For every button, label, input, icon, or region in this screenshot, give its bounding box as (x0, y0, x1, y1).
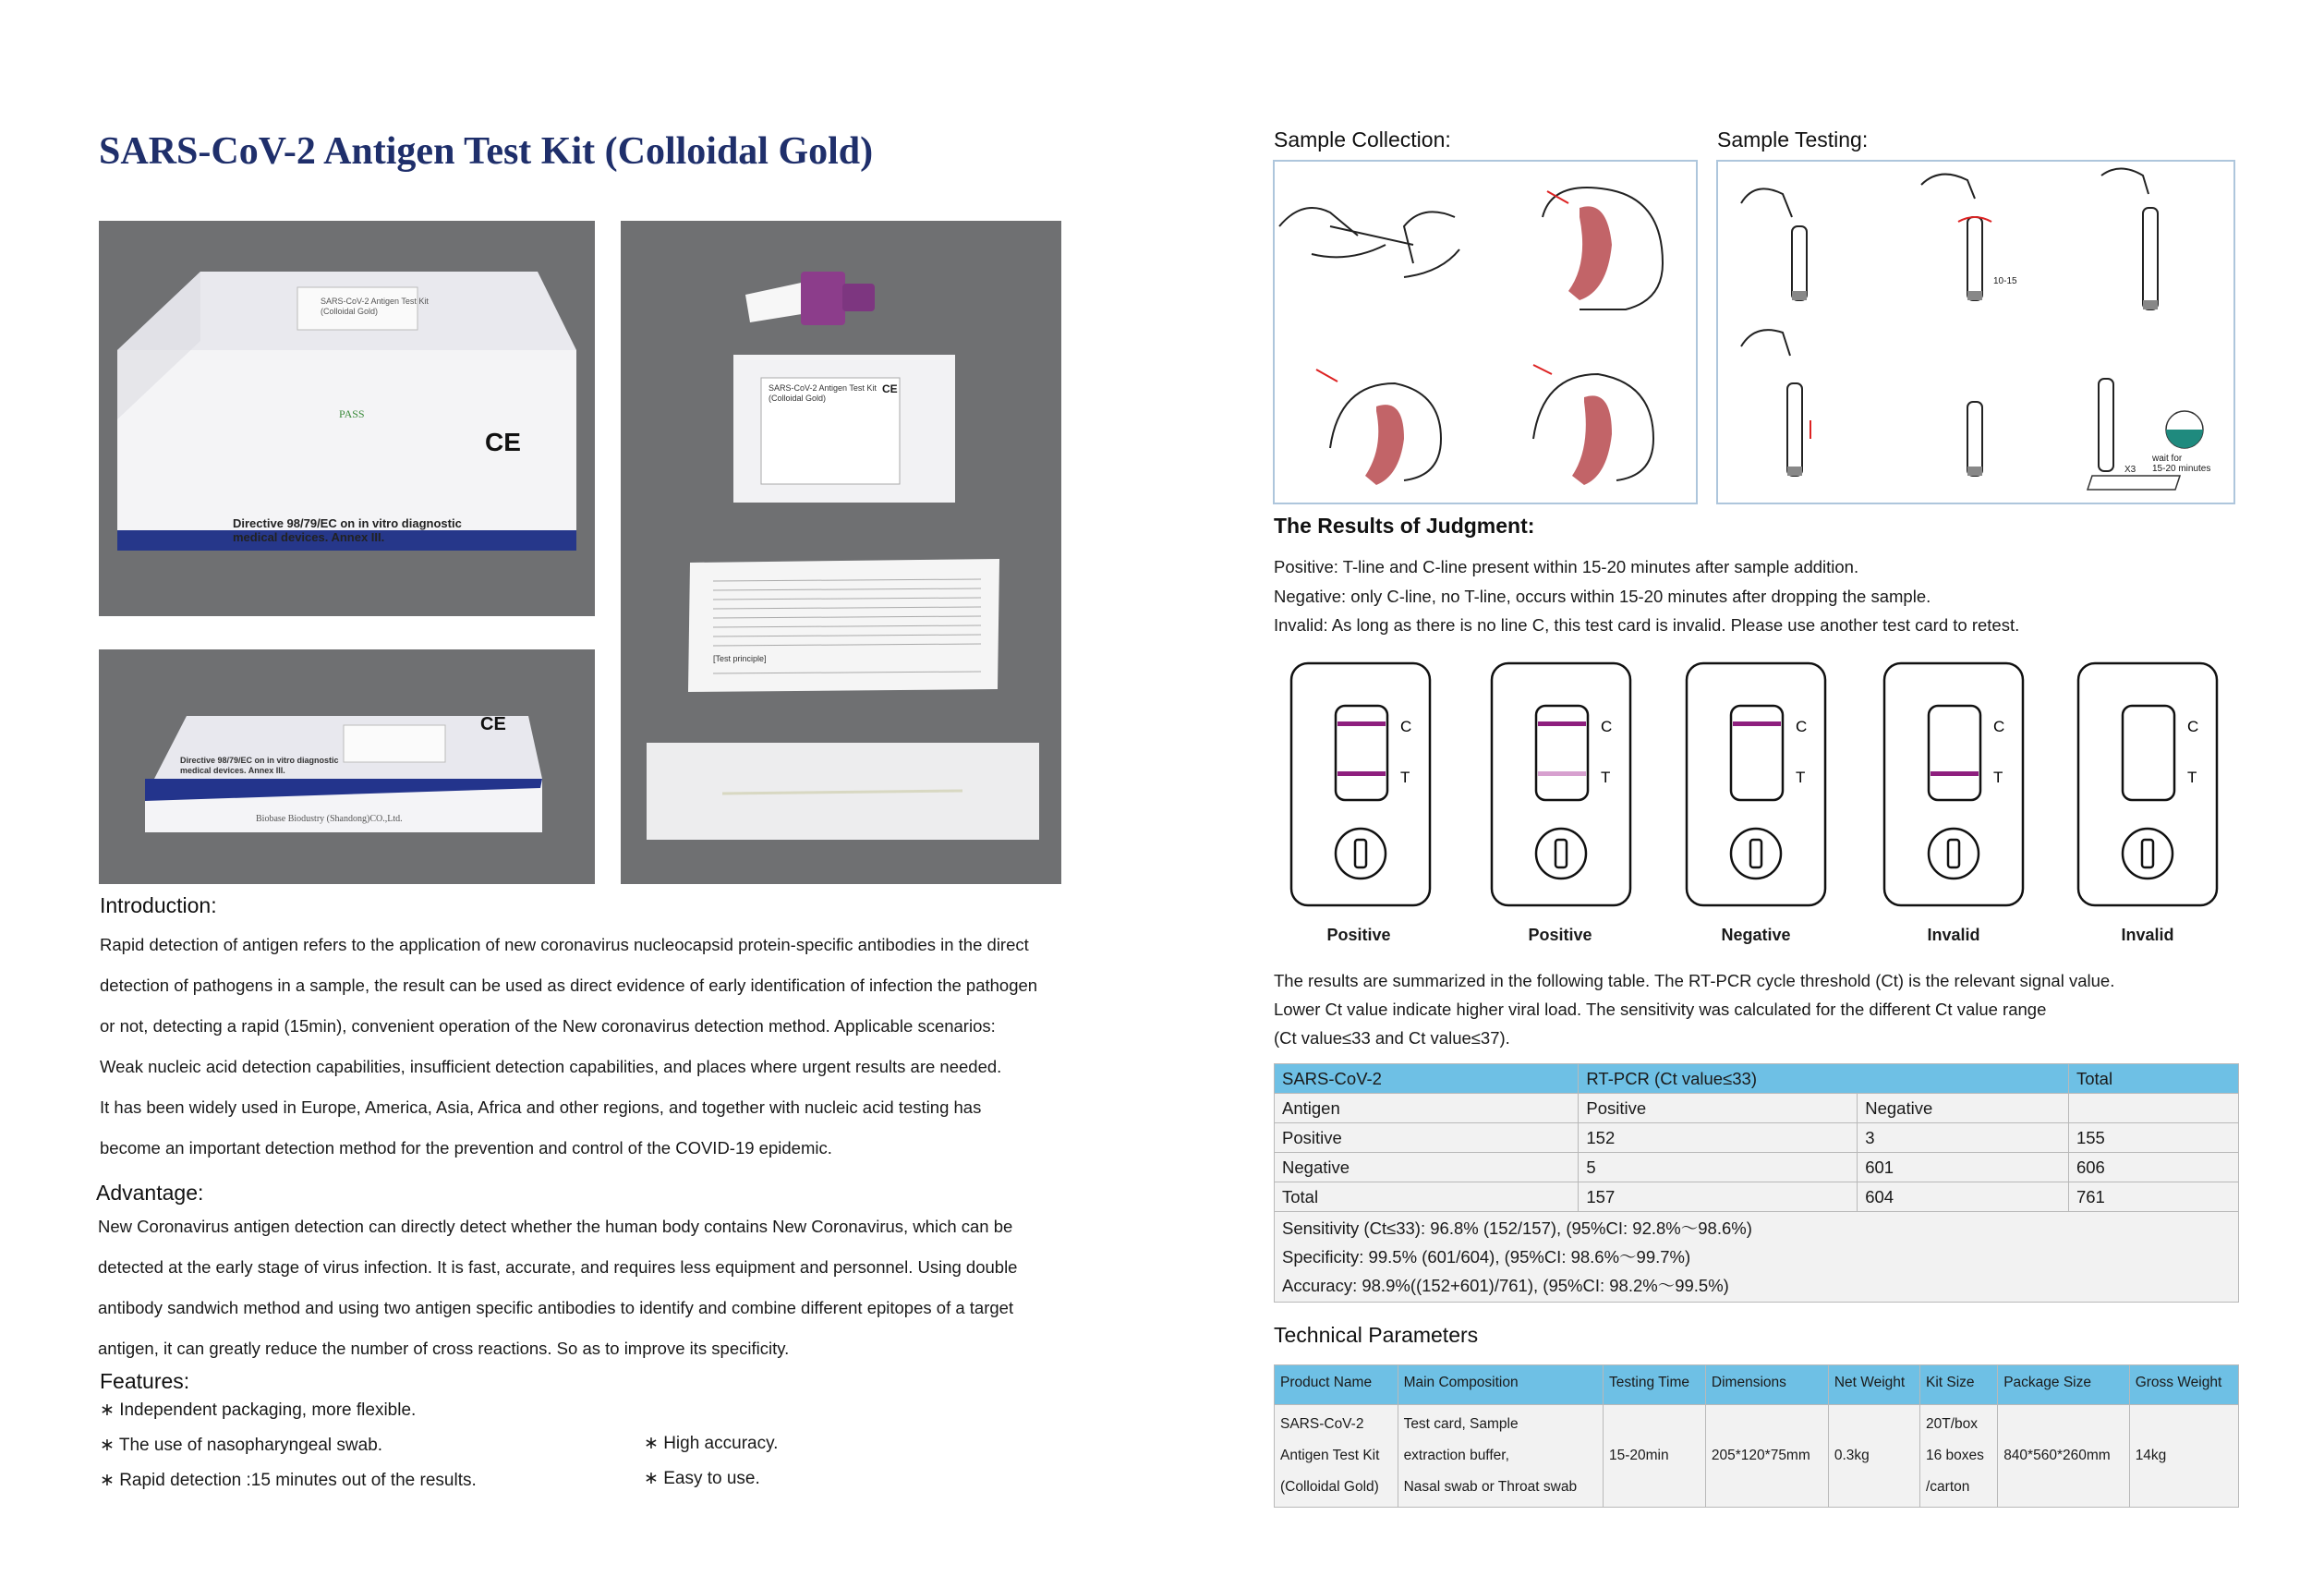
tech-cell-gross: 14kg (2129, 1405, 2238, 1508)
table-cell: Positive (1275, 1123, 1579, 1153)
sample-collection-panel (1273, 160, 1698, 504)
technical-row (1275, 1405, 2239, 1508)
tech-cell-kit (1919, 1405, 1997, 1508)
judgment-line: Negative: only C-line, no T-line, occurs within 15-20 minutes after dropping the sample. (1274, 587, 1931, 606)
advantage-line: New Coronavirus antigen detection can directly detect whether the human body contains New Coronavirus, which can be (98, 1217, 1013, 1236)
card-caption: Negative (1721, 926, 1791, 944)
table-cell: 152 (1579, 1123, 1858, 1153)
feature-item: ∗ The use of nasopharyngeal swab. (100, 1436, 383, 1455)
features-heading: Features: (100, 1369, 190, 1393)
table-row (1275, 1182, 2239, 1212)
sample-testing-panel (1716, 160, 2235, 504)
table-cell: 606 (2068, 1153, 2238, 1182)
introduction-line: Weak nucleic acid detection capabilities, insufficient detection capabilities, and places where urgent results are needed. (100, 1057, 1002, 1076)
test-cards-svg (1289, 661, 2222, 939)
sample-well-slot (1355, 840, 1366, 867)
t-line (1538, 771, 1586, 776)
table-cell: 601 (1858, 1153, 2069, 1182)
introduction-line: detection of pathogens in a sample, the result can be used as direct evidence of early identification of infection the pathogen (100, 976, 1038, 995)
summary-line: (Ct value≤33 and Ct value≤37). (1274, 1028, 1510, 1048)
summary-line: Lower Ct value indicate higher viral load. The sensitivity was calculated for the different Ct value range (1274, 1000, 2047, 1019)
card-caption: Invalid (1927, 926, 1980, 944)
results-table (1274, 1063, 2239, 1303)
product-photo-small-box (99, 649, 595, 884)
tech-line: 16 boxes (1925, 1448, 1984, 1463)
small-directive-text: Directive 98/79/EC on in vitro diagnostic (180, 756, 339, 765)
table-row (1275, 1094, 2239, 1123)
box-label-line-1: SARS-CoV-2 Antigen Test Kit (321, 297, 429, 306)
card-caption: Positive (1528, 926, 1592, 944)
pass-label: PASS (339, 407, 365, 420)
feature-item: ∗ Independent packaging, more flexible. (100, 1400, 417, 1420)
result-window (1929, 706, 1980, 800)
tech-cell-dimensions: 205*120*75mm (1705, 1405, 1828, 1508)
t-line (1931, 771, 1979, 776)
sample-well-slot (1948, 840, 1959, 867)
sample-testing-heading: Sample Testing: (1717, 127, 1869, 152)
tech-line: 20T/box (1925, 1416, 1978, 1432)
t-label: T (1601, 769, 1611, 786)
t-label: T (1400, 769, 1410, 786)
t-line (1338, 771, 1386, 776)
table-cell (2068, 1094, 2238, 1123)
tech-header-cell: Net Weight (1828, 1365, 1919, 1405)
judgment-line: Positive: T-line and C-line present within 15-20 minutes after sample addition. (1274, 557, 1859, 576)
tech-cell-weight: 0.3kg (1828, 1405, 1919, 1508)
c-line (1338, 721, 1386, 726)
table-cell: 604 (1858, 1182, 2069, 1212)
advantage-line: detected at the early stage of virus infection. It is fast, accurate, and requires less equipment and personnel. Using double (98, 1257, 1018, 1277)
pouch-label-2: (Colloidal Gold) (769, 394, 827, 403)
tech-cell-package: 840*560*260mm (1998, 1405, 2130, 1508)
tech-line: SARS-CoV-2 (1280, 1416, 1364, 1432)
table-cell: 157 (1579, 1182, 1858, 1212)
introduction-line: or not, detecting a rapid (15min), convenient operation of the New coronavirus detection method. Applicable scenarios: (100, 1016, 996, 1036)
advantage-line: antigen, it can greatly reduce the number of cross reactions. So as to improve its specificity. (98, 1339, 790, 1358)
small-ce-mark: CE (480, 714, 506, 734)
table-cell: 155 (2068, 1123, 2238, 1153)
table-stats-row (1275, 1212, 2239, 1303)
sample-testing-illustration (1718, 162, 2233, 503)
c-label: C (1400, 718, 1412, 735)
tech-header-cell: Product Name (1275, 1365, 1398, 1405)
technical-heading: Technical Parameters (1274, 1323, 1479, 1347)
leaflet-heading: [Test principle] (713, 654, 767, 663)
small-box-illustration (99, 649, 595, 884)
tech-line: Test card, Sample (1403, 1416, 1519, 1432)
tech-header-cell: Main Composition (1398, 1365, 1603, 1405)
judgment-line: Invalid: As long as there is no line C, this test card is invalid. Please use another test card to retest. (1274, 615, 2020, 635)
tech-header-cell: Kit Size (1919, 1365, 1997, 1405)
t-label: T (1993, 769, 2003, 786)
sample-collection-heading: Sample Collection: (1274, 127, 1451, 152)
c-label: C (1993, 718, 2005, 735)
c-label: C (2187, 718, 2199, 735)
feature-item: ∗ Rapid detection :15 minutes out of the results. (100, 1471, 477, 1490)
table-header-cell: RT-PCR (Ct value≤33) (1579, 1064, 2069, 1094)
c-line (1538, 721, 1586, 726)
introduction-heading: Introduction: (100, 893, 217, 917)
tech-line: (Colloidal Gold) (1280, 1479, 1379, 1495)
introduction-line: It has been widely used in Europe, America, Asia, Africa and other regions, and together with nucleic acid testing has (100, 1097, 982, 1117)
wait-label-2: 15-20 minutes (2152, 464, 2211, 474)
components-illustration (621, 221, 1061, 884)
c-line (1733, 721, 1781, 726)
t-label: T (1796, 769, 1806, 786)
drops-label: X3 (2124, 465, 2136, 475)
sample-collection-illustration (1275, 162, 1696, 503)
product-photo-components (621, 221, 1061, 884)
introduction-body (100, 925, 1097, 1169)
sample-well-slot (1555, 840, 1567, 867)
maker-text: Biobase Biodustry (Shandong)CO.,Ltd. (256, 814, 403, 824)
advantage-heading: Advantage: (96, 1181, 204, 1205)
table-cell: Negative (1275, 1153, 1579, 1182)
tech-cell-product (1275, 1405, 1398, 1508)
tech-header-cell: Package Size (1998, 1365, 2130, 1405)
table-row (1275, 1123, 2239, 1153)
c-label: C (1601, 718, 1613, 735)
table-cell: Negative (1858, 1094, 2069, 1123)
result-window (1336, 706, 1387, 800)
product-photo-box (99, 221, 595, 616)
introduction-line: Rapid detection of antigen refers to the application of new coronavirus nucleocapsid protein-specific antibodies in the direct (100, 935, 1029, 954)
results-table-header (1275, 1064, 2239, 1094)
small-directive-text-2: medical devices. Annex III. (180, 766, 285, 775)
rotations-label: 10-15 (1993, 276, 2017, 286)
table-cell: Positive (1579, 1094, 1858, 1123)
tech-header-cell: Testing Time (1603, 1365, 1705, 1405)
table-cell: 3 (1858, 1123, 2069, 1153)
technical-header-row (1275, 1365, 2239, 1405)
sample-well-slot (1750, 840, 1761, 867)
table-header-cell: Total (2068, 1064, 2238, 1094)
directive-text-2: medical devices. Annex III. (233, 530, 385, 544)
table-header-cell: SARS-CoV-2 (1275, 1064, 1579, 1094)
tech-header-cell: Dimensions (1705, 1365, 1828, 1405)
sample-well-slot (2142, 840, 2153, 867)
advantage-body (98, 1206, 1095, 1369)
stat-line: Specificity: 99.5% (601/604), (95%CI: 98.6%～99.7%) (1282, 1247, 1691, 1267)
result-window (1536, 706, 1588, 800)
stat-line: Sensitivity (Ct≤33): 96.8% (152/157), (95%CI: 92.8%～98.6%) (1282, 1218, 1752, 1238)
introduction-line: become an important detection method for the prevention and control of the COVID-19 epidemic. (100, 1138, 832, 1158)
card-caption: Invalid (2121, 926, 2174, 944)
tech-line: extraction buffer, (1403, 1448, 1509, 1463)
wait-label: wait for (2152, 454, 2183, 464)
directive-text: Directive 98/79/EC on in vitro diagnostic (233, 516, 462, 530)
box-label-line-2: (Colloidal Gold) (321, 307, 379, 316)
result-window (2123, 706, 2174, 800)
table-row (1275, 1153, 2239, 1182)
test-cards (1289, 661, 2222, 939)
table-cell: Total (1275, 1182, 1579, 1212)
stat-line: Accuracy: 98.9%((152+601)/761), (95%CI: 98.2%～99.5%) (1282, 1276, 1729, 1295)
table-cell: 761 (2068, 1182, 2238, 1212)
c-label: C (1796, 718, 1808, 735)
table-cell: 5 (1579, 1153, 1858, 1182)
summary-line: The results are summarized in the following table. The RT-PCR cycle threshold (Ct) is the relevant signal value. (1274, 971, 2115, 990)
pouch-ce: CE (882, 382, 898, 395)
technical-table (1274, 1364, 2239, 1508)
tech-cell-time: 15-20min (1603, 1405, 1705, 1508)
card-caption: Positive (1326, 926, 1391, 944)
tech-line: Nasal swab or Throat swab (1403, 1479, 1578, 1495)
feature-item: ∗ Easy to use. (644, 1469, 760, 1488)
tech-line: Antigen Test Kit (1280, 1448, 1380, 1463)
advantage-line: antibody sandwich method and using two antigen specific antibodies to identify and combine different epitopes of a target (98, 1298, 1014, 1317)
page-title: SARS-CoV-2 Antigen Test Kit (Colloidal Gold) (99, 130, 874, 173)
pouch-label-1: SARS-CoV-2 Antigen Test Kit (769, 383, 877, 393)
stats-cell (1275, 1212, 2239, 1303)
tech-header-cell: Gross Weight (2129, 1365, 2238, 1405)
tech-cell-composition (1398, 1405, 1603, 1508)
table-cell: Antigen (1275, 1094, 1579, 1123)
result-window (1731, 706, 1783, 800)
feature-item: ∗ High accuracy. (644, 1434, 779, 1453)
ce-mark: CE (485, 428, 521, 456)
t-label: T (2187, 769, 2197, 786)
tech-line: /carton (1925, 1479, 1970, 1495)
judgment-heading: The Results of Judgment: (1274, 514, 1535, 538)
